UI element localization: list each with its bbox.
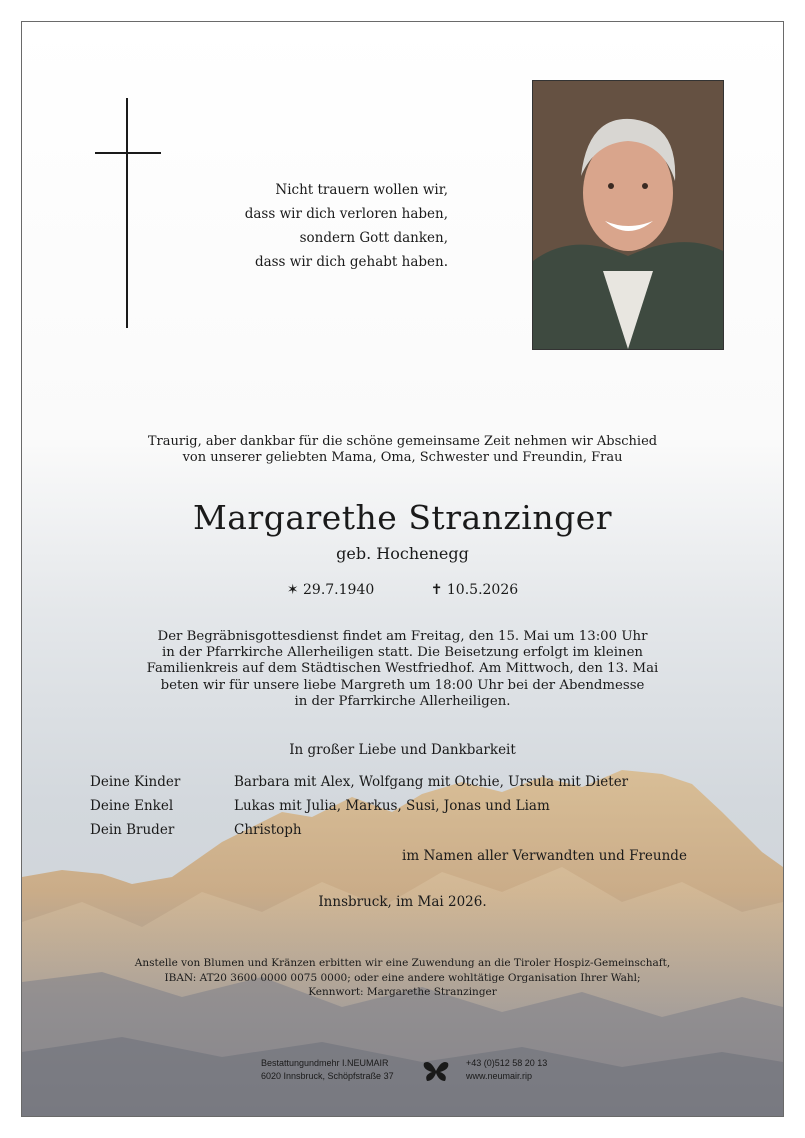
funeral-line: Der Begräbnisgottesdienst findet am Freitag, den 15. Mai um 13:00 Uhr [157,629,648,644]
butterfly-logo-icon [422,1059,450,1083]
poem [172,178,448,274]
intro-line: Traurig, aber dankbar für die schöne gemeinsame Zeit nehmen wir Abschied [147,434,658,449]
funeral-line: Familienkreis auf dem Städtischen Westfriedhof. Am Mittwoch, den 13. Mai [146,661,659,677]
funeral-line: in der Pfarrkirche Allerheiligen. [294,693,511,709]
funeral-info [22,629,783,710]
funeral-line: beten wir für unsere liebe Margreth um 18:00 Uhr bei der Abendmesse [160,677,645,693]
intro-text [22,434,783,466]
life-dates [22,582,783,598]
intro-line: von unserer geliebten Mama, Oma, Schwester und Freundin, Frau [182,450,623,465]
family-relation: Dein Bruder [90,822,175,838]
poem-line: dass wir dich verloren haben, [244,206,448,222]
family-names: Barbara mit Alex, Wolfgang mit Otchie, Ursula mit Dieter [234,774,629,790]
deceased-name: Margarethe Stranzinger [192,498,613,537]
family-relation: Deine Enkel [90,798,174,814]
obituary-card [21,21,784,1117]
company-website[interactable]: www.neumair.rip [466,1071,533,1081]
company-address: 6020 Innsbruck, Schöpfstraße 37 [261,1071,394,1081]
portrait-photo [532,80,724,350]
death-date: ✝ 10.5.2026 [430,582,519,598]
company-name: Bestattungundmehr I.NEUMAIR [261,1058,389,1068]
family-names: Christoph [234,822,302,838]
poem-line: Nicht trauern wollen wir, [275,182,448,198]
cross-icon [95,98,163,328]
relatives-line: im Namen aller Verwandten und Freunde [402,848,687,864]
place-date: Innsbruck, im Mai 2026. [318,894,487,910]
donation-line: Anstelle von Blumen und Kränzen erbitten wir eine Zuwendung an die Tiroler Hospiz-Gemeinschaft, [134,957,671,969]
family-names: Lukas mit Julia, Markus, Susi, Jonas und Liam [234,798,550,814]
donation-note [22,956,783,1000]
birth-date: ✶ 29.7.1940 [286,582,375,598]
poem-line: dass wir dich gehabt haben. [254,254,448,270]
poem-line: sondern Gott danken, [299,230,448,246]
donation-line: Kennwort: Margarethe Stranzinger [308,986,497,998]
family-relation: Deine Kinder [90,774,181,790]
gratitude-line: In großer Liebe und Dankbarkeit [289,742,516,758]
donation-line: IBAN: AT20 3600 0000 0075 0000; oder eine andere wohltätige Organisation Ihrer Wahl; [164,971,641,984]
company-phone: +43 (0)512 58 20 13 [466,1058,548,1068]
funeral-line: in der Pfarrkirche Allerheiligen statt. Die Beisetzung erfolgt im kleinen [161,645,644,661]
maiden-name: geb. Hochenegg [336,544,469,563]
